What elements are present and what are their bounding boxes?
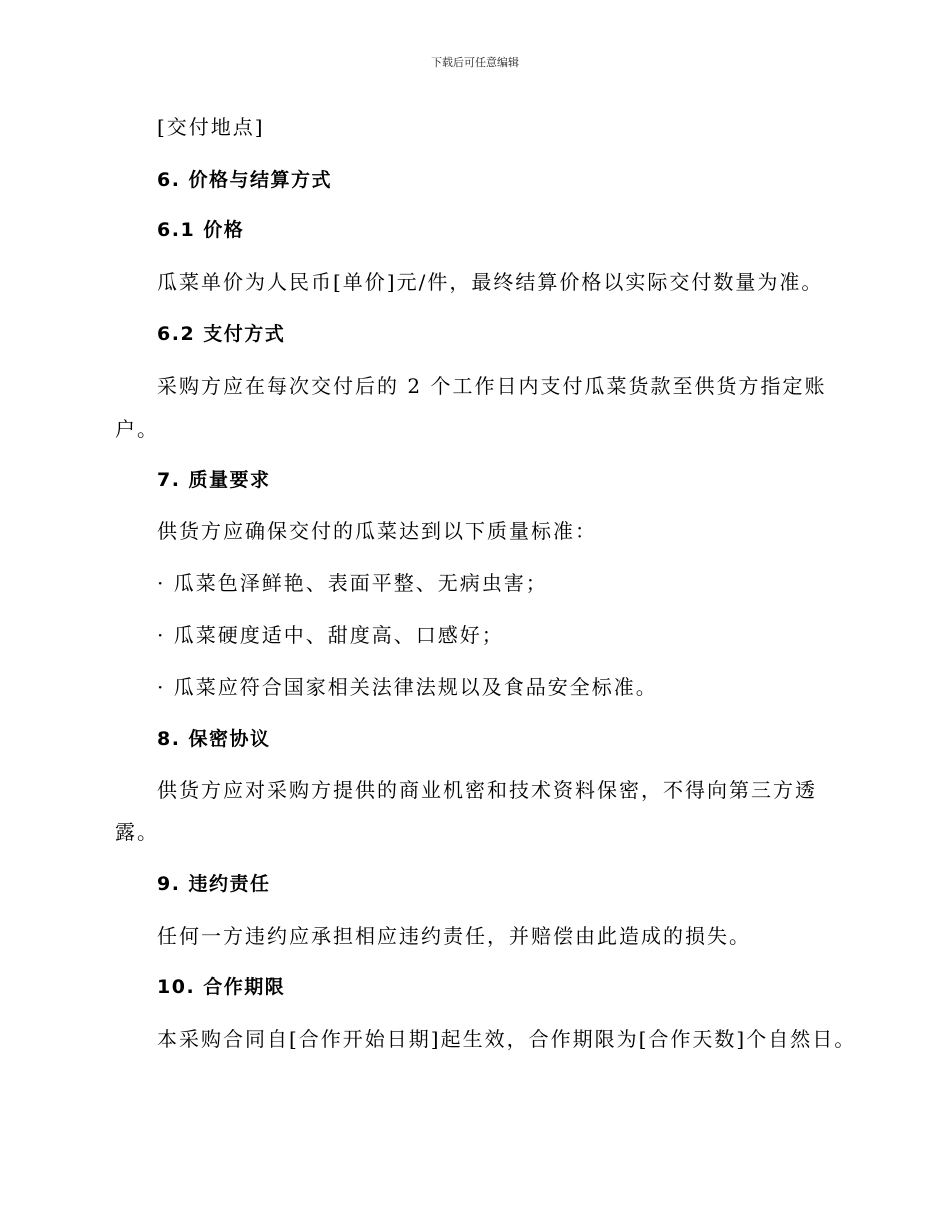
section-8-title: 8. 保密协议 [157,728,271,750]
section-6-2-text-line1: 采购方应在每次交付后的 2 个工作日内支付瓜菜货款至供货方指定账 [157,374,827,398]
section-10-text: 本采购合同自[合作开始日期]起生效，合作期限为[合作天数]个自然日。 [157,1027,857,1051]
section-6-title: 6. 价格与结算方式 [157,169,333,191]
section-6-2-text-line2: 户。 [115,417,159,441]
section-6-1-title: 6.1 价格 [157,219,245,241]
section-8-text-line2: 露。 [115,820,159,844]
page-header: 下载后可任意编辑 [431,56,519,69]
section-7-title: 7. 质量要求 [157,469,271,491]
section-6-2-title: 6.2 支付方式 [157,323,286,345]
quality-list-item: · 瓜菜色泽鲜艳、表面平整、无病虫害； [157,571,548,595]
section-8-text-line1: 供货方应对采购方提供的商业机密和技术资料保密，不得向第三方透 [157,778,817,802]
section-10-title: 10. 合作期限 [157,976,286,998]
section-9-text: 任何一方违约应承担相应违约责任，并赔偿由此造成的损失。 [157,924,751,948]
quality-list-item: · 瓜菜应符合国家相关法律法规以及食品安全标准。 [157,675,658,699]
section-6-1-text: 瓜菜单价为人民币[单价]元/件，最终结算价格以实际交付数量为准。 [157,270,824,294]
section-9-title: 9. 违约责任 [157,873,271,895]
quality-list-item: · 瓜菜硬度适中、甜度高、口感好； [157,623,504,647]
section-7-intro: 供货方应确保交付的瓜菜达到以下质量标准： [157,519,597,543]
delivery-place-text: [交付地点] [157,115,265,139]
